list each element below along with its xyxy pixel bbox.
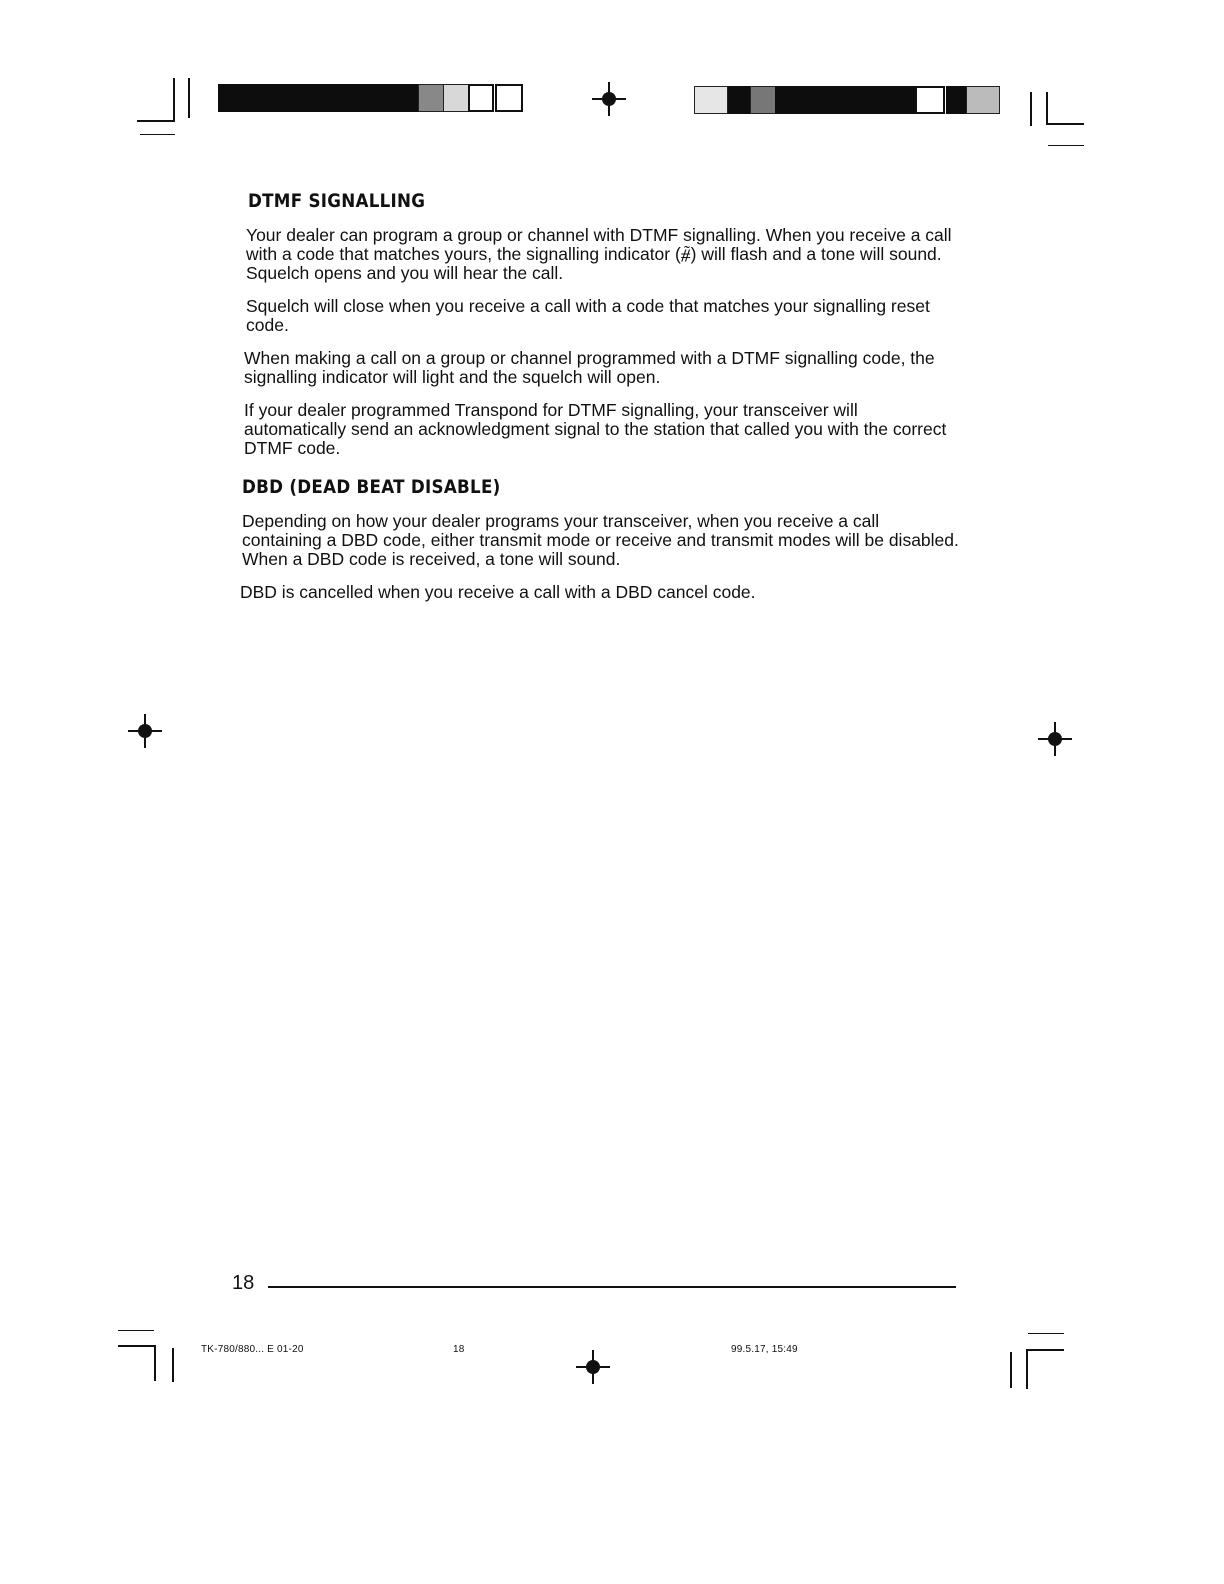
crop-mark [172,1348,174,1382]
crop-mark [188,78,190,118]
page-content [240,190,960,616]
slug-file: TK-780/880... E 01-20 [201,1344,304,1355]
dtmf-paragraph-2: Squelch will close when you receive a call with a code that matches your signalling reset code. [246,296,930,335]
slug-page: 18 [453,1344,465,1355]
dtmf-paragraph-4: If your dealer programmed Transpond for DTMF signalling, your transceiver will automatically send an acknowledgment signal to the station that called you with the correct DTMF code. [244,400,947,458]
dtmf-paragraph-1: Your dealer can program a group or channel with DTMF signalling. When you receive a call with a code that matches yours, the signalling indicator (⧤) will flash and a tone will sound. Squelch opens and you will hear the call. [246,225,952,283]
crop-mark [1028,1333,1064,1334]
crop-mark [140,134,175,135]
registration-crosshair-icon [1038,722,1072,756]
crop-mark [1048,145,1084,146]
crop-mark [1030,92,1032,126]
registration-crosshair-icon [592,82,626,116]
crop-mark [173,78,175,122]
crop-mark [118,1330,154,1331]
crop-mark [1026,1349,1064,1351]
crop-mark [1026,1349,1028,1389]
crop-mark [118,1345,156,1347]
dbd-paragraph-1: Depending on how your dealer programs your transceiver, when you receive a call containing a DBD code, either transmit mode or receive and transmit modes will be disabled. When a DBD code is received, a tone will sound. [242,511,959,569]
section-heading-dtmf: DTMF SIGNALLING [248,190,426,212]
dtmf-paragraph-3: When making a call on a group or channel programmed with a DTMF signalling code, the signalling indicator will light and the squelch will open. [244,348,935,387]
registration-crosshair-icon [128,714,162,748]
crop-mark [1046,92,1048,124]
crop-mark [1010,1352,1012,1388]
footer-rule [268,1286,956,1288]
crop-mark [1046,123,1084,125]
section-heading-dbd: DBD (DEAD BEAT DISABLE) [242,476,501,498]
dbd-paragraph-2: DBD is cancelled when you receive a call with a DBD cancel code. [240,582,756,602]
crop-mark [154,1345,156,1381]
crop-mark [137,120,175,122]
slug-timestamp: 99.5.17, 15:49 [731,1344,798,1355]
registration-crosshair-icon [576,1350,610,1384]
page-number: 18 [232,1272,255,1294]
